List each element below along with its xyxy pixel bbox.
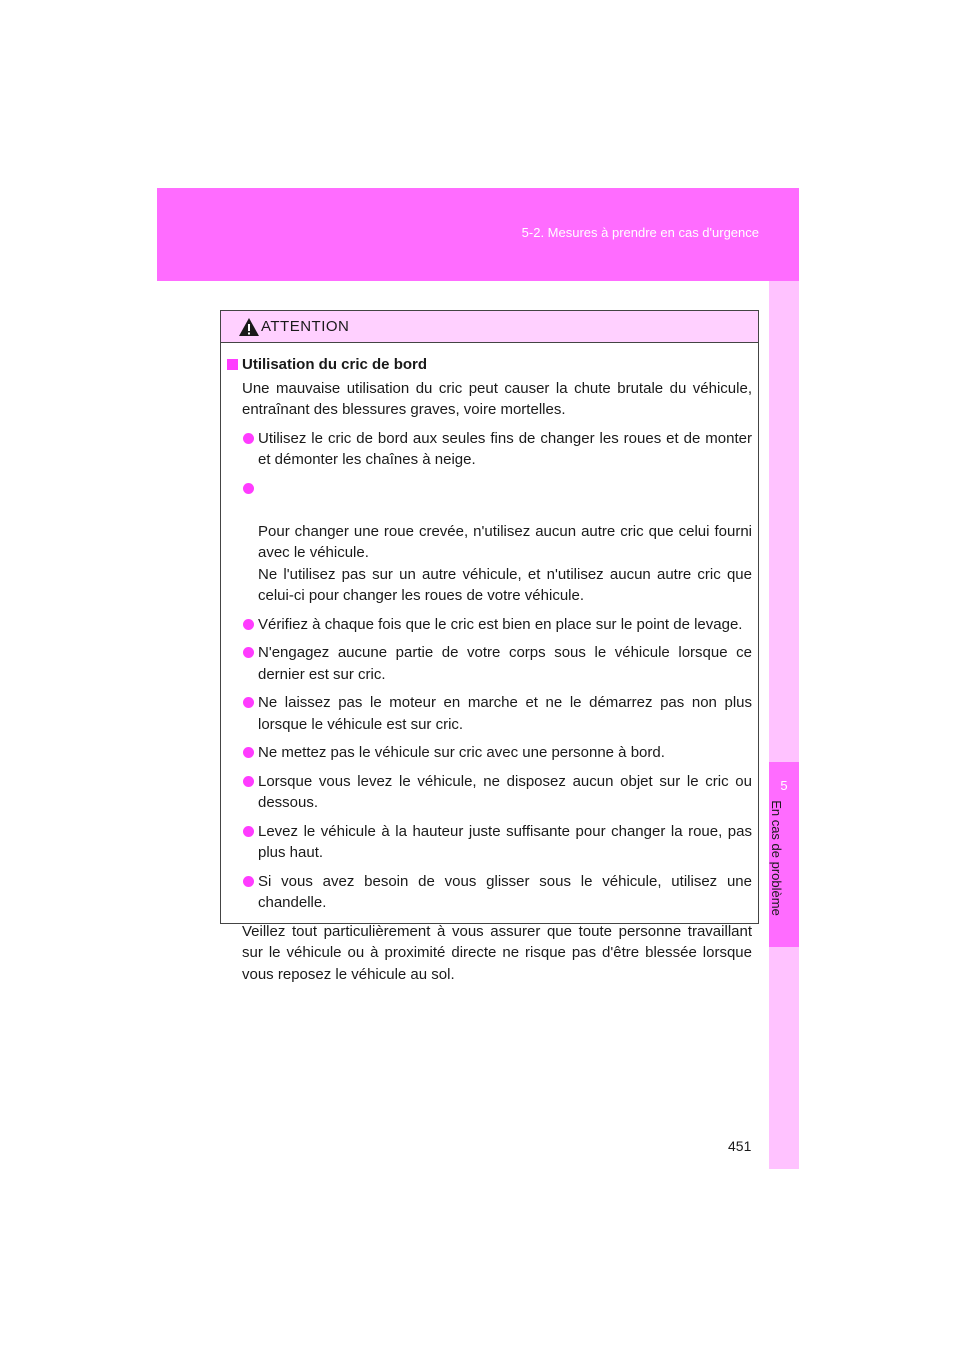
chapter-number: 5: [780, 778, 788, 793]
warning-heading: [225, 354, 752, 376]
list-item: [225, 428, 752, 471]
list-item-text: Ne laissez pas le moteur en marche et ne le démarrez pas non plus lorsque le véhicule est sur cric.: [258, 694, 752, 733]
intro-paragraph: Une mauvaise utilisation du cric peut causer la chute brutale du véhicule, entraînant des blessures graves, voire mortelles.: [242, 379, 752, 418]
warning-box: [220, 310, 759, 983]
list-item-text: Si vous avez besoin de vous glisser sous le véhicule, utilisez une chandelle.: [258, 872, 752, 911]
list-item: [225, 871, 752, 914]
round-bullet-icon: [243, 876, 254, 887]
round-bullet-icon: [243, 776, 254, 787]
list-item: [225, 771, 752, 814]
list-item: [225, 614, 752, 636]
warning-triangle-icon: [238, 317, 260, 337]
heading-text: Utilisation du cric de bord: [242, 356, 428, 373]
list-item: [225, 742, 752, 764]
list-item: [225, 821, 752, 864]
square-bullet-icon: [227, 359, 238, 370]
warning-body: [221, 343, 758, 985]
list-item-text: Utilisez le cric de bord aux seules fins de changer les roues et de monter et démonter les chaînes à neige.: [258, 429, 752, 468]
list-item: [225, 642, 752, 685]
page-number: 451: [728, 1138, 752, 1154]
header-band: [157, 188, 799, 281]
list-item-text: Pour changer une roue crevée, n'utilisez aucun autre cric que celui fourni avec le véhicule. Ne l'utilisez pas sur un autre véhicule, et n'utilisez aucun autre cric que celui-ci pour changer les roues de votre véhicule.: [258, 522, 752, 604]
chapter-label: En cas de problème: [769, 800, 784, 916]
round-bullet-icon: [243, 483, 254, 494]
round-bullet-icon: [243, 826, 254, 837]
chapter-side-tab: [769, 281, 799, 1169]
list-item-text: Levez le véhicule à la hauteur juste suffisante pour changer la roue, pas plus haut.: [258, 822, 752, 861]
list-item-text: Ne mettez pas le véhicule sur cric avec une personne à bord.: [258, 744, 665, 761]
round-bullet-icon: [243, 647, 254, 658]
list-item: [225, 692, 752, 735]
round-bullet-icon: [243, 433, 254, 444]
list-item-text: Lorsque vous levez le véhicule, ne disposez aucun objet sur le cric ou dessous.: [258, 772, 752, 811]
warning-header: [221, 311, 758, 343]
list-item-text: N'engagez aucune partie de votre corps sous le véhicule lorsque ce dernier est sur cric.: [258, 644, 752, 683]
round-bullet-icon: [243, 747, 254, 758]
list-item: [225, 478, 752, 607]
section-title: 5-2. Mesures à prendre en cas d'urgence: [521, 225, 759, 240]
list-item-text: Vérifiez à chaque fois que le cric est bien en place sur le point de levage.: [258, 615, 743, 633]
round-bullet-icon: [243, 697, 254, 708]
closing-paragraph: Veillez tout particulièrement à vous assurer que toute personne travaillant sur le véhicule ou à proximité directe ne risque pas d'être blessée lorsque vous reposez le véhicule au sol.: [242, 922, 752, 983]
round-bullet-icon: [243, 619, 254, 630]
warning-title: ATTENTION: [261, 318, 350, 335]
